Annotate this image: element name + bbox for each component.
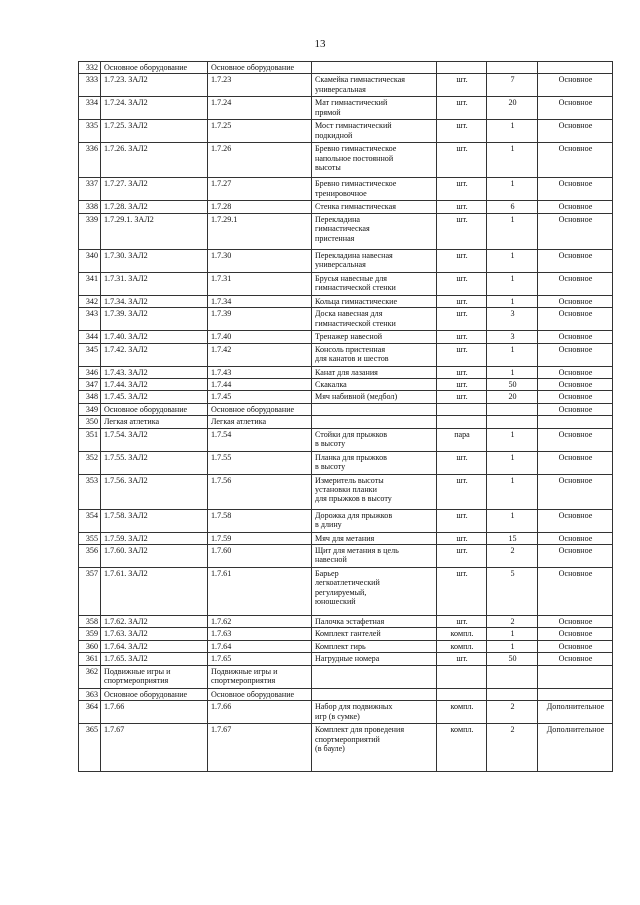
item-quantity: 1 [487, 295, 538, 307]
row-number: 356 [79, 545, 101, 568]
item-unit: шт. [437, 249, 487, 272]
item-subcode: 1.7.59 [208, 532, 312, 544]
row-number: 337 [79, 178, 101, 201]
item-subcode: 1.7.65 [208, 653, 312, 665]
item-name: Измеритель высоты установки планки для прыжков в высоту [312, 474, 437, 509]
table-row [79, 509, 613, 532]
item-unit: шт. [437, 451, 487, 474]
item-type: Основное [538, 474, 613, 509]
row-number: 339 [79, 213, 101, 249]
item-name: Мяч набивной (медбол) [312, 391, 437, 403]
item-subcode: 1.7.27 [208, 178, 312, 201]
item-code: 1.7.56. ЗАЛ2 [101, 474, 208, 509]
item-type: Основное [538, 120, 613, 143]
item-subcode: 1.7.25 [208, 120, 312, 143]
item-unit: шт. [437, 474, 487, 509]
item-subcode: 1.7.34 [208, 295, 312, 307]
table-row [79, 532, 613, 544]
item-name: Доска навесная для гимнастической стенки [312, 308, 437, 331]
item-name: Дорожка для прыжков в длину [312, 509, 437, 532]
table-row [79, 366, 613, 378]
item-name: Палочка эстафетная [312, 616, 437, 628]
item-code: 1.7.62. ЗАЛ2 [101, 616, 208, 628]
table-row [79, 308, 613, 331]
row-number: 363 [79, 688, 101, 700]
item-name: Бревно гимнастическое напольное постоянной высоты [312, 143, 437, 178]
item-quantity: 7 [487, 74, 538, 97]
item-unit: шт. [437, 366, 487, 378]
item-code: 1.7.64. ЗАЛ2 [101, 640, 208, 652]
table-row [79, 628, 613, 640]
item-type: Основное [538, 74, 613, 97]
item-unit: шт. [437, 532, 487, 544]
item-type: Основное [538, 201, 613, 213]
item-subcode: 1.7.60 [208, 545, 312, 568]
item-type: Основное [538, 428, 613, 451]
item-quantity: 1 [487, 213, 538, 249]
item-type: Основное [538, 295, 613, 307]
item-quantity: 1 [487, 366, 538, 378]
item-subcode: 1.7.55 [208, 451, 312, 474]
row-number: 348 [79, 391, 101, 403]
item-type: Дополнительное [538, 724, 613, 772]
item-unit: шт. [437, 568, 487, 616]
item-subcode: Основное оборудование [208, 62, 312, 74]
item-type [538, 416, 613, 428]
item-name: Комплект для проведения спортмероприятий (в бауле) [312, 724, 437, 772]
item-subcode: Легкая атлетика [208, 416, 312, 428]
item-code: 1.7.34. ЗАЛ2 [101, 295, 208, 307]
item-unit: шт. [437, 97, 487, 120]
item-quantity: 5 [487, 568, 538, 616]
item-code: 1.7.26. ЗАЛ2 [101, 143, 208, 178]
item-type [538, 665, 613, 688]
item-code: 1.7.67 [101, 724, 208, 772]
table-row [79, 120, 613, 143]
row-number: 342 [79, 295, 101, 307]
item-code: 1.7.31. ЗАЛ2 [101, 272, 208, 295]
table-row [79, 640, 613, 652]
item-type: Основное [538, 640, 613, 652]
item-quantity: 20 [487, 391, 538, 403]
item-code: Основное оборудование [101, 62, 208, 74]
table-row [79, 201, 613, 213]
item-code: Легкая атлетика [101, 416, 208, 428]
item-subcode: 1.7.44 [208, 379, 312, 391]
item-code: 1.7.59. ЗАЛ2 [101, 532, 208, 544]
item-unit [437, 416, 487, 428]
row-number: 354 [79, 509, 101, 532]
item-quantity: 1 [487, 640, 538, 652]
row-number: 350 [79, 416, 101, 428]
item-name [312, 416, 437, 428]
item-type: Основное [538, 451, 613, 474]
table-row [79, 213, 613, 249]
row-number: 332 [79, 62, 101, 74]
item-quantity: 1 [487, 428, 538, 451]
row-number: 335 [79, 120, 101, 143]
item-quantity: 6 [487, 201, 538, 213]
item-quantity: 2 [487, 545, 538, 568]
item-name: Набор для подвижных игр (в сумке) [312, 701, 437, 724]
row-number: 349 [79, 403, 101, 415]
item-type [538, 62, 613, 74]
item-type: Основное [538, 391, 613, 403]
item-type: Основное [538, 653, 613, 665]
item-code: 1.7.24. ЗАЛ2 [101, 97, 208, 120]
item-unit: шт. [437, 120, 487, 143]
item-type: Основное [538, 403, 613, 415]
item-type: Основное [538, 366, 613, 378]
item-type: Основное [538, 628, 613, 640]
table-row [79, 391, 613, 403]
item-quantity [487, 403, 538, 415]
item-code: 1.7.42. ЗАЛ2 [101, 343, 208, 366]
item-unit: шт. [437, 295, 487, 307]
item-type: Основное [538, 272, 613, 295]
item-name: Тренажер навесной [312, 331, 437, 343]
item-subcode: 1.7.23 [208, 74, 312, 97]
item-subcode: Подвижные игры и спортмероприятия [208, 665, 312, 688]
item-name [312, 403, 437, 415]
item-name [312, 665, 437, 688]
item-subcode: 1.7.54 [208, 428, 312, 451]
item-subcode: 1.7.29.1 [208, 213, 312, 249]
item-type: Основное [538, 616, 613, 628]
item-name: Консоль пристенная для канатов и шестов [312, 343, 437, 366]
item-unit: шт. [437, 616, 487, 628]
item-quantity: 1 [487, 249, 538, 272]
item-subcode: Основное оборудование [208, 403, 312, 415]
item-quantity: 15 [487, 532, 538, 544]
item-code: Основное оборудование [101, 688, 208, 700]
item-type: Основное [538, 213, 613, 249]
table-row [79, 451, 613, 474]
table-row [79, 701, 613, 724]
row-number: 333 [79, 74, 101, 97]
item-quantity: 1 [487, 343, 538, 366]
table-row [79, 724, 613, 772]
item-quantity: 2 [487, 701, 538, 724]
item-unit: шт. [437, 178, 487, 201]
table-row [79, 545, 613, 568]
table-row [79, 249, 613, 272]
table-row [79, 403, 613, 415]
item-name: Стойки для прыжков в высоту [312, 428, 437, 451]
item-unit: шт. [437, 391, 487, 403]
item-name: Канат для лазания [312, 366, 437, 378]
table-row [79, 416, 613, 428]
row-number: 351 [79, 428, 101, 451]
item-name: Скамейка гимнастическая универсальная [312, 74, 437, 97]
item-code: 1.7.43. ЗАЛ2 [101, 366, 208, 378]
item-name: Комплект гирь [312, 640, 437, 652]
item-unit: шт. [437, 201, 487, 213]
item-type: Основное [538, 308, 613, 331]
item-unit: шт. [437, 509, 487, 532]
table-row [79, 474, 613, 509]
table-row [79, 62, 613, 74]
item-name: Щит для метания в цель навесной [312, 545, 437, 568]
item-code: 1.7.25. ЗАЛ2 [101, 120, 208, 143]
row-number: 334 [79, 97, 101, 120]
item-type: Основное [538, 97, 613, 120]
item-code: 1.7.63. ЗАЛ2 [101, 628, 208, 640]
item-quantity [487, 62, 538, 74]
row-number: 341 [79, 272, 101, 295]
item-subcode: 1.7.42 [208, 343, 312, 366]
item-quantity: 1 [487, 272, 538, 295]
item-subcode: 1.7.30 [208, 249, 312, 272]
item-name: Планка для прыжков в высоту [312, 451, 437, 474]
row-number: 358 [79, 616, 101, 628]
item-unit: шт. [437, 272, 487, 295]
item-name: Мост гимнастический подкидной [312, 120, 437, 143]
item-quantity: 1 [487, 178, 538, 201]
item-unit: пара [437, 428, 487, 451]
item-subcode: 1.7.61 [208, 568, 312, 616]
item-type: Основное [538, 178, 613, 201]
item-code: 1.7.66 [101, 701, 208, 724]
item-subcode: 1.7.58 [208, 509, 312, 532]
table-row [79, 568, 613, 616]
item-name: Барьер легкоатлетический регулируемый, юношеский [312, 568, 437, 616]
item-unit [437, 403, 487, 415]
row-number: 353 [79, 474, 101, 509]
item-subcode: 1.7.43 [208, 366, 312, 378]
item-code: 1.7.30. ЗАЛ2 [101, 249, 208, 272]
item-subcode: Основное оборудование [208, 688, 312, 700]
item-quantity: 50 [487, 379, 538, 391]
item-quantity: 2 [487, 724, 538, 772]
item-subcode: 1.7.31 [208, 272, 312, 295]
item-unit: компл. [437, 628, 487, 640]
item-name: Скакалка [312, 379, 437, 391]
item-name [312, 688, 437, 700]
table-row [79, 143, 613, 178]
item-type: Основное [538, 568, 613, 616]
item-quantity: 1 [487, 628, 538, 640]
item-quantity: 1 [487, 143, 538, 178]
item-quantity [487, 665, 538, 688]
item-type: Основное [538, 143, 613, 178]
item-name: Мяч для метания [312, 532, 437, 544]
item-quantity: 1 [487, 120, 538, 143]
item-type: Основное [538, 545, 613, 568]
table-row [79, 343, 613, 366]
table-row [79, 331, 613, 343]
item-subcode: 1.7.45 [208, 391, 312, 403]
item-type: Основное [538, 331, 613, 343]
item-code: 1.7.54. ЗАЛ2 [101, 428, 208, 451]
table-row [79, 428, 613, 451]
item-unit: шт. [437, 343, 487, 366]
item-unit: шт. [437, 545, 487, 568]
item-unit [437, 665, 487, 688]
equipment-table [78, 61, 613, 772]
item-code: Подвижные игры и спортмероприятия [101, 665, 208, 688]
item-unit [437, 688, 487, 700]
item-quantity: 50 [487, 653, 538, 665]
item-code: 1.7.58. ЗАЛ2 [101, 509, 208, 532]
item-unit: компл. [437, 701, 487, 724]
item-type: Основное [538, 379, 613, 391]
row-number: 343 [79, 308, 101, 331]
item-type: Основное [538, 509, 613, 532]
item-subcode: 1.7.63 [208, 628, 312, 640]
row-number: 355 [79, 532, 101, 544]
row-number: 365 [79, 724, 101, 772]
item-quantity: 20 [487, 97, 538, 120]
item-unit [437, 62, 487, 74]
item-type: Основное [538, 343, 613, 366]
item-subcode: 1.7.67 [208, 724, 312, 772]
item-quantity: 2 [487, 616, 538, 628]
item-quantity: 1 [487, 509, 538, 532]
row-number: 359 [79, 628, 101, 640]
item-unit: шт. [437, 653, 487, 665]
item-subcode: 1.7.24 [208, 97, 312, 120]
item-quantity [487, 416, 538, 428]
item-subcode: 1.7.39 [208, 308, 312, 331]
item-code: 1.7.65. ЗАЛ2 [101, 653, 208, 665]
item-subcode: 1.7.26 [208, 143, 312, 178]
item-unit: шт. [437, 308, 487, 331]
item-quantity [487, 688, 538, 700]
table-row [79, 178, 613, 201]
item-unit: компл. [437, 640, 487, 652]
item-code: 1.7.28. ЗАЛ2 [101, 201, 208, 213]
item-code: 1.7.39. ЗАЛ2 [101, 308, 208, 331]
row-number: 357 [79, 568, 101, 616]
item-name: Брусья навесные для гимнастической стенки [312, 272, 437, 295]
table-row [79, 616, 613, 628]
table-row [79, 295, 613, 307]
table-row [79, 97, 613, 120]
table-row [79, 653, 613, 665]
item-subcode: 1.7.64 [208, 640, 312, 652]
item-code: 1.7.23. ЗАЛ2 [101, 74, 208, 97]
item-code: 1.7.61. ЗАЛ2 [101, 568, 208, 616]
equipment-table-body [79, 62, 613, 772]
item-unit: компл. [437, 724, 487, 772]
row-number: 338 [79, 201, 101, 213]
row-number: 352 [79, 451, 101, 474]
row-number: 347 [79, 379, 101, 391]
item-subcode: 1.7.62 [208, 616, 312, 628]
item-name: Перекладина гимнастическая пристенная [312, 213, 437, 249]
item-quantity: 1 [487, 474, 538, 509]
item-name: Нагрудные номера [312, 653, 437, 665]
item-code: 1.7.40. ЗАЛ2 [101, 331, 208, 343]
row-number: 340 [79, 249, 101, 272]
item-subcode: 1.7.66 [208, 701, 312, 724]
item-type: Основное [538, 532, 613, 544]
item-name: Мат гимнастический прямой [312, 97, 437, 120]
row-number: 344 [79, 331, 101, 343]
item-subcode: 1.7.40 [208, 331, 312, 343]
item-quantity: 3 [487, 308, 538, 331]
item-unit: шт. [437, 143, 487, 178]
item-code: 1.7.44. ЗАЛ2 [101, 379, 208, 391]
item-quantity: 1 [487, 451, 538, 474]
item-unit: шт. [437, 331, 487, 343]
item-name: Перекладина навесная универсальная [312, 249, 437, 272]
table-row [79, 379, 613, 391]
item-code: 1.7.29.1. ЗАЛ2 [101, 213, 208, 249]
item-type: Дополнительное [538, 701, 613, 724]
table-row [79, 665, 613, 688]
table-row [79, 74, 613, 97]
item-unit: шт. [437, 74, 487, 97]
row-number: 361 [79, 653, 101, 665]
item-name: Кольца гимнастические [312, 295, 437, 307]
item-unit: шт. [437, 379, 487, 391]
item-code: 1.7.45. ЗАЛ2 [101, 391, 208, 403]
item-unit: шт. [437, 213, 487, 249]
row-number: 362 [79, 665, 101, 688]
item-subcode: 1.7.28 [208, 201, 312, 213]
row-number: 345 [79, 343, 101, 366]
page-number: 13 [314, 38, 326, 50]
table-row [79, 688, 613, 700]
row-number: 360 [79, 640, 101, 652]
item-code: 1.7.27. ЗАЛ2 [101, 178, 208, 201]
item-name [312, 62, 437, 74]
item-code: 1.7.55. ЗАЛ2 [101, 451, 208, 474]
row-number: 364 [79, 701, 101, 724]
row-number: 336 [79, 143, 101, 178]
item-type: Основное [538, 249, 613, 272]
item-code: 1.7.60. ЗАЛ2 [101, 545, 208, 568]
item-name: Бревно гимнастическое тренировочное [312, 178, 437, 201]
item-name: Комплект гантелей [312, 628, 437, 640]
item-code: Основное оборудование [101, 403, 208, 415]
row-number: 346 [79, 366, 101, 378]
item-subcode: 1.7.56 [208, 474, 312, 509]
item-type [538, 688, 613, 700]
table-row [79, 272, 613, 295]
item-name: Стенка гимнастическая [312, 201, 437, 213]
item-quantity: 3 [487, 331, 538, 343]
